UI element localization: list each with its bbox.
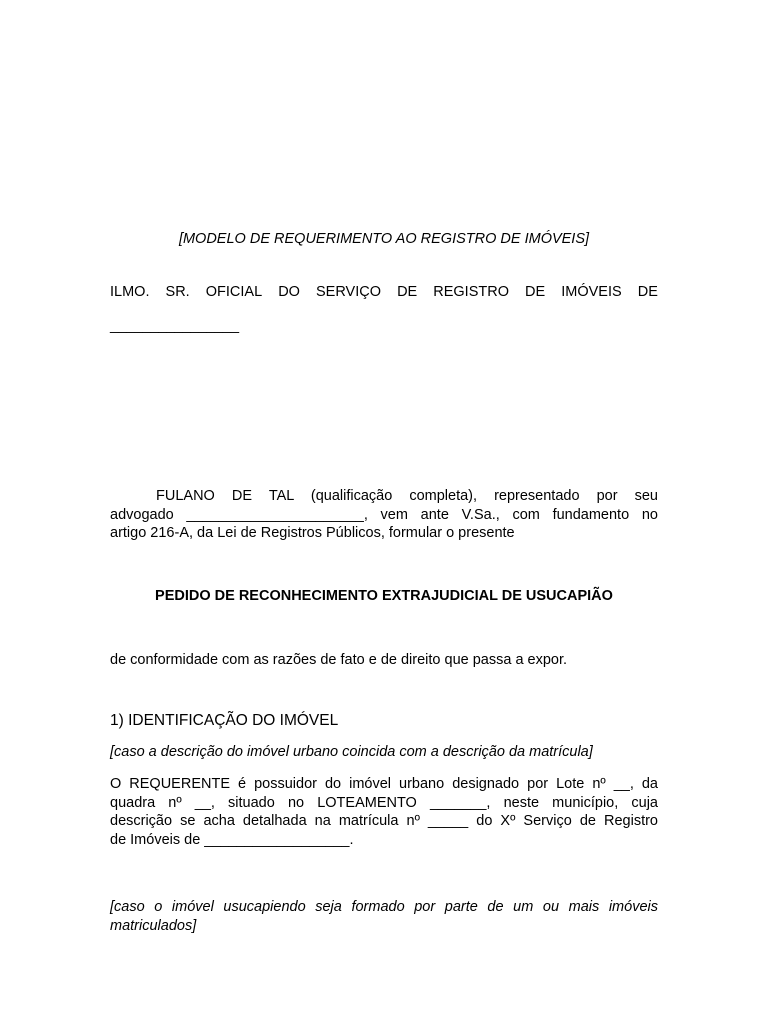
section-note [110,898,658,935]
paragraph-line: de Imóveis de __________________. [110,831,354,848]
intro-line: advogado ______________________, vem ante V.Sa., com fundamento no [110,506,658,523]
note-line: matriculados] [110,917,197,934]
intro-line: FULANO DE TAL (qualificação completa), representado por seu [156,488,658,504]
addressee-word: DE [397,284,418,300]
addressee-word: DO [278,284,300,300]
conformity-text: de conformidade com as razões de fato e de direito que passa a expor. [110,652,568,668]
addressee-word: ILMO. [110,284,150,300]
addressee-word: DE [637,284,658,300]
intro-paragraph [110,487,658,543]
document-heading: [MODELO DE REQUERIMENTO AO REGISTRO DE IMÓVEIS] [178,231,590,247]
paragraph-line: quadra nº __, situado no LOTEAMENTO _______, neste município, cuja [110,794,658,811]
request-title: PEDIDO DE RECONHECIMENTO EXTRAJUDICIAL DE USUCAPIÃO [155,588,613,604]
addressee-word: DE [525,284,546,300]
addressee-word: REGISTRO [433,284,509,300]
addressee-word: SERVIÇO [316,284,382,300]
property-paragraph [110,775,658,849]
note-line: [caso o imóvel usucapiendo seja formado por parte de um ou mais imóveis [110,899,658,915]
addressee-word: SR. [165,284,190,300]
paragraph-line: descrição se acha detalhada na matrícula nº _____ do Xº Serviço de Registro [110,813,658,829]
intro-line: artigo 216-A, da Lei de Registros Públicos, formular o presente [110,525,515,541]
section-note: [caso a descrição do imóvel urbano coincida com a descrição da matrícula] [110,744,593,760]
addressee-blank: ________________ [110,318,240,334]
addressee-word: IMÓVEIS [561,284,622,300]
section-title: 1) IDENTIFICAÇÃO DO IMÓVEL [110,712,339,729]
paragraph-line: O REQUERENTE é possuidor do imóvel urbano designado por Lote nº __, da [110,776,658,792]
addressee-word: OFICIAL [205,284,263,300]
addressee-line [110,283,658,302]
